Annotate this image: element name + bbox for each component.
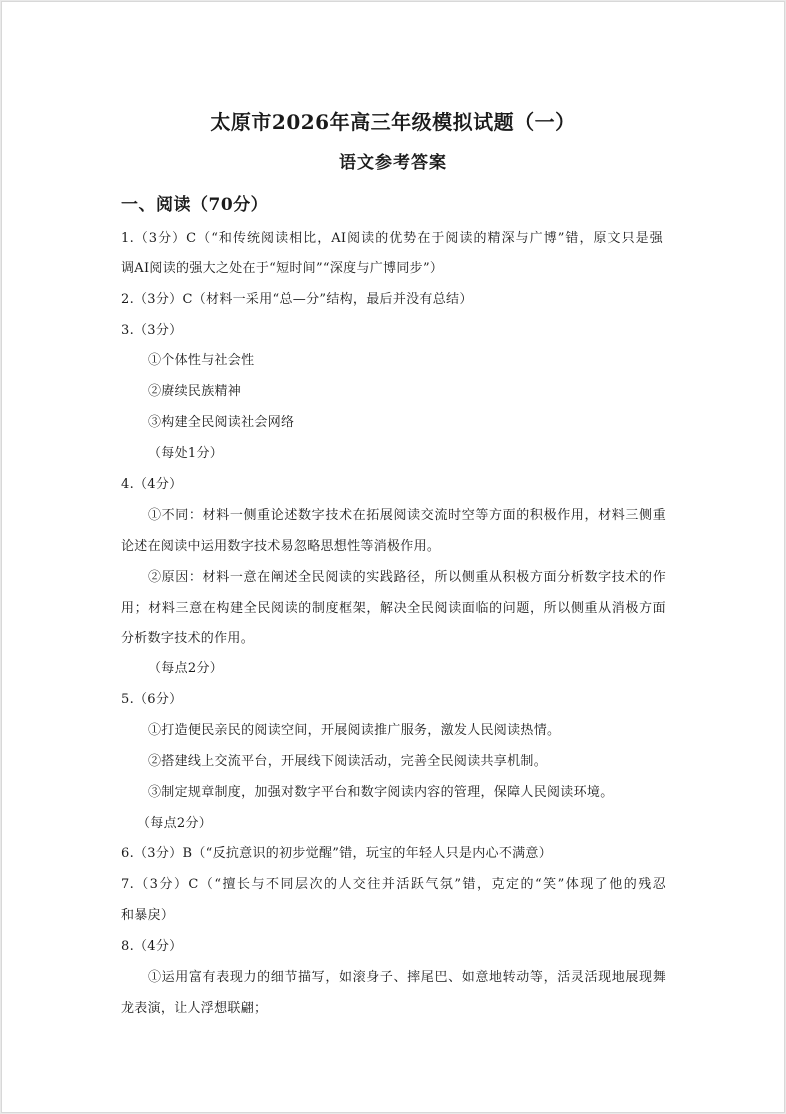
answer-line: ①打造便民亲民的阅读空间，开展阅读推广服务，激发人民阅读热情。 (148, 723, 561, 738)
answer-line: 分析数字技术的作用。 (121, 631, 255, 646)
answer-line: 2.（3分）C（材料一采用“总—分”结构，最后并没有总结） (121, 292, 473, 307)
answer-line: ②搭建线上交流平台，开展线下阅读活动，完善全民阅读共享机制。 (148, 754, 548, 769)
answer-line: 7.（3分）C（“擅长与不同层次的人交往并活跃气氛”错，克定的“笑”体现了他的残忍 (121, 877, 666, 892)
answer-line: 4.（4分） (121, 477, 183, 492)
answer-line: 调AI阅读的强大之处在于“短时间”“深度与广博同步”） (121, 261, 444, 276)
answer-line: ①个体性与社会性 (148, 353, 255, 368)
answer-line: ①运用富有表现力的细节描写，如滚身子、摔尾巴、如意地转动等，活灵活现地展现舞 (148, 970, 666, 985)
answer-line: ③制定规章制度，加强对数字平台和数字阅读内容的管理，保障人民阅读环境。 (148, 785, 614, 800)
answer-line: 5.（6分） (121, 692, 183, 707)
answer-line: （每处1分） (148, 446, 224, 461)
answer-line: （每点2分） (148, 661, 224, 676)
section-heading: 一、阅读（70分） (121, 195, 269, 215)
answer-line: 6.（3分）B（“反抗意识的初步觉醒”错，玩宝的年轻人只是内心不满意） (121, 846, 553, 861)
answer-line: 3.（3分） (121, 323, 183, 338)
answer-line: （每点2分） (137, 816, 213, 831)
answer-line: 论述在阅读中运用数字技术易忽略思想性等消极作用。 (121, 539, 441, 554)
answer-line: 8.（4分） (121, 939, 183, 954)
document-page (1, 1, 785, 1113)
answer-line: ①不同：材料一侧重论述数字技术在拓展阅读交流时空等方面的积极作用，材料三侧重 (148, 508, 666, 523)
answer-line: ③构建全民阅读社会网络 (148, 415, 295, 430)
answer-line: ②赓续民族精神 (148, 384, 242, 399)
answer-line: 1.（3分）C（“和传统阅读相比，AI阅读的优势在于阅读的精深与广博”错，原文只是强 (121, 231, 663, 246)
document-title: 太原市2026年高三年级模拟试题（一） (210, 110, 576, 134)
answer-line: 用；材料三意在构建全民阅读的制度框架，解决全民阅读面临的问题，所以侧重从消极方面 (121, 601, 666, 616)
answer-line: 和暴戾） (121, 908, 175, 923)
answer-line: ②原因：材料一意在阐述全民阅读的实践路径，所以侧重从积极方面分析数字技术的作 (148, 570, 666, 585)
document-subtitle: 语文参考答案 (339, 153, 447, 173)
answer-line: 龙表演，让人浮想联翩； (121, 1001, 268, 1016)
